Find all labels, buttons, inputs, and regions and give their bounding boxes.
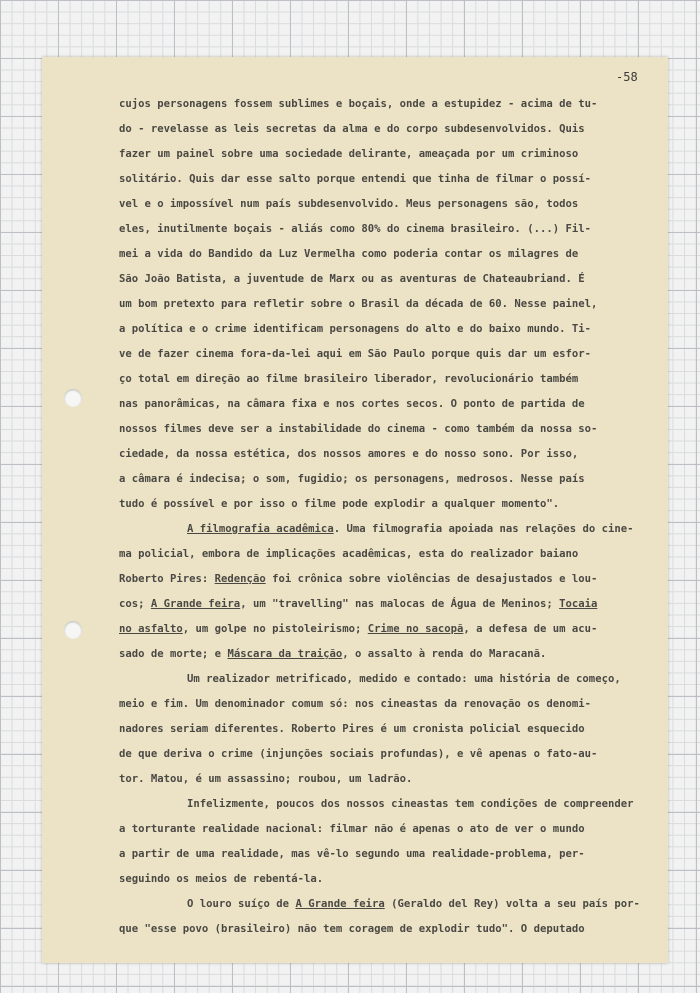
text-line: de que deriva o crime (injunções sociais profundas), e vê apenas o fato-au-: [119, 748, 598, 760]
page-number: -58: [616, 70, 638, 84]
text-line: sado de morte; e Máscara da traição, o assalto à renda do Maracanã.: [119, 648, 547, 660]
text-line: Um realizador metrificado, medido e contado: uma história de começo,: [187, 673, 621, 685]
text-line: cos; A Grande feira, um "travelling" nas malocas de Água de Meninos; Tocaia: [119, 598, 598, 610]
text-line: solitário. Quis dar esse salto porque entendi que tinha de filmar o possí-: [119, 173, 591, 185]
text-line: nas panorâmicas, na câmara fixa e nos cortes secos. O ponto de partida de: [119, 398, 585, 410]
text-line: meio e fim. Um denominador comum só: nos cineastas da renovação os denomi-: [119, 698, 591, 710]
text-line: nossos filmes deve ser a instabilidade do cinema - como também da nossa so-: [119, 423, 598, 435]
text-line: mei a vida do Bandido da Luz Vermelha como poderia contar os milagres de: [119, 248, 579, 260]
text-line: tor. Matou, é um assassino; roubou, um ladrão.: [119, 773, 413, 785]
text-line: seguindo os meios de rebentá-la.: [119, 873, 324, 885]
text-line: a câmara é indecisa; o som, fugidio; os personagens, medrosos. Nesse país: [119, 473, 585, 485]
text-line: nadores seriam diferentes. Roberto Pires é um cronista policial esquecido: [119, 723, 585, 735]
text-line: um bom pretexto para refletir sobre o Brasil da década de 60. Nesse painel,: [119, 298, 598, 310]
text-line: ciedade, da nossa estética, dos nossos amores e do nosso sono. Por isso,: [119, 448, 579, 460]
text-line: fazer um painel sobre uma sociedade delirante, ameaçada por um criminoso: [119, 148, 579, 160]
text-line: ve de fazer cinema fora-da-lei aqui em São Paulo porque quis dar um esfor-: [119, 348, 591, 360]
text-line: no asfalto, um golpe no pistoleirismo; Crime no sacopã, a defesa de um acu-: [119, 623, 598, 635]
text-line: Infelizmente, poucos dos nossos cineastas tem condições de compreender: [187, 798, 634, 810]
punch-hole: [64, 389, 82, 407]
text-line: ma policial, embora de implicações acadêmicas, esta do realizador baiano: [119, 548, 579, 560]
text-line: vel e o impossível num país subdesenvolvido. Meus personagens são, todos: [119, 198, 579, 210]
text-line: cujos personagens fossem sublimes e boçais, onde a estupidez - acima de tu-: [119, 98, 598, 110]
punch-hole: [64, 621, 82, 639]
text-line: Roberto Pires: Redenção foi crônica sobre violências de desajustados e lou-: [119, 573, 598, 585]
text-line: do - revelasse as leis secretas da alma e do corpo subdesenvolvidos. Quis: [119, 123, 585, 135]
text-line: eles, inutilmente boçais - aliás como 80% do cinema brasileiro. (...) Fil-: [119, 223, 591, 235]
text-line: que "esse povo (brasileiro) não tem coragem de explodir tudo". O deputado: [119, 923, 585, 935]
text-line: a política e o crime identificam personagens do alto e do baixo mundo. Ti-: [119, 323, 591, 335]
text-line: tudo é possível e por isso o filme pode explodir a qualquer momento".: [119, 498, 560, 510]
text-line: O louro suíço de A Grande feira (Geraldo del Rey) volta a seu país por-: [187, 898, 640, 910]
text-line: a torturante realidade nacional: filmar não é apenas o ato de ver o mundo: [119, 823, 585, 835]
text-line: a partir de uma realidade, mas vê-lo segundo uma realidade-problema, per-: [119, 848, 585, 860]
text-line: A filmografia acadêmica. Uma filmografia apoiada nas relações do cine-: [187, 523, 634, 535]
text-line: São João Batista, a juventude de Marx ou as aventuras de Chateaubriand. É: [119, 273, 585, 285]
text-line: ço total em direção ao filme brasileiro liberador, revolucionário também: [119, 373, 579, 385]
